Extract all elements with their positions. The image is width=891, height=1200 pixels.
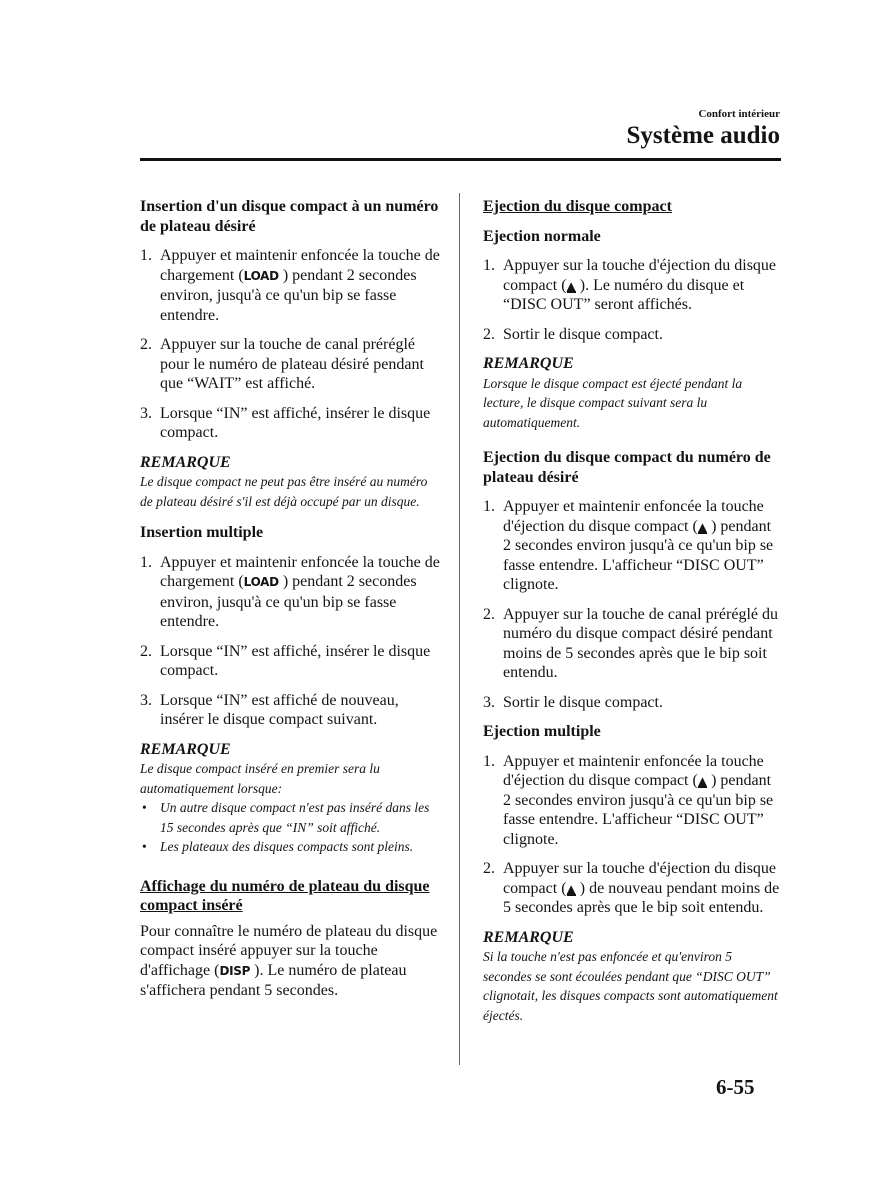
item-text: Lorsque “IN” est affiché, insérer le disque compact.: [160, 642, 431, 679]
eject-icon: ▲: [566, 881, 576, 896]
list-item: [140, 335, 442, 394]
item-text: Lorsque “IN” est affiché de nouveau, insérer le disque compact suivant.: [160, 691, 399, 728]
note-text: Le disque compact inséré en premier sera lu automatiquement lorsque:: [140, 761, 380, 796]
note-block: [140, 759, 442, 857]
heading-ejection-multiple: Ejection multiple: [483, 723, 601, 740]
item-number: 1.: [483, 498, 495, 515]
item-number: 2.: [483, 860, 495, 877]
note-label: REMARQUE: [483, 928, 574, 946]
item-text: ) pendant 2 secondes environ, jusqu'à ce qu'un bip se fasse entendre.: [160, 573, 417, 630]
list-item: [483, 325, 783, 345]
eject-icon: ▲: [566, 278, 576, 293]
item-text: Appuyer et maintenir enfoncée la touche d'éjection du disque compact (: [503, 752, 764, 789]
item-number: 2.: [483, 325, 495, 343]
note-text: Le disque compact ne peut pas être inséré au numéro de plateau désiré s'il est déjà occupé par un disque.: [140, 474, 428, 509]
list-item: [140, 246, 442, 325]
item-text: ) pendant 2 secondes environ jusqu'à ce qu'un bip se fasse entendre. L'afficheur “DISC OUT” clignote.: [503, 517, 774, 593]
eject-icon: ▲: [697, 774, 708, 788]
right-column: [483, 197, 783, 1037]
list-item: [483, 752, 783, 850]
heading-display-tray: Affichage du numéro de plateau du disque compact inséré: [140, 877, 430, 914]
eject-icon: ▲: [697, 519, 708, 534]
left-column: [140, 197, 442, 1001]
item-text: Appuyer et maintenir enfoncée la touche de chargement (: [160, 247, 440, 284]
item-text: Appuyer sur la touche d'éjection du disque compact (: [503, 860, 777, 897]
steps-insertion-desired: [140, 246, 442, 443]
steps-ejection-normal: [483, 256, 783, 344]
item-text: Appuyer sur la touche de canal préréglé pour le numéro de plateau désiré pendant que “WAIT” est affiché.: [160, 336, 424, 392]
heading-ejection-desired: Ejection du disque compact du numéro de plateau désiré: [483, 449, 771, 486]
item-number: 1.: [140, 553, 152, 571]
bullet-text: Les plateaux des disques compacts sont pleins.: [160, 839, 414, 854]
note-label: REMARQUE: [483, 355, 574, 372]
item-number: 3.: [140, 691, 152, 709]
page-title: Système audio: [626, 122, 780, 149]
disp-key-icon: DISP: [219, 963, 251, 978]
heading-insertion-desired: Insertion d'un disque compact à un numéro de plateau désiré: [140, 198, 439, 235]
item-text: ) de nouveau pendant moins de 5 secondes après que le bip soit entendu.: [503, 879, 780, 916]
item-text: Appuyer et maintenir enfoncée la touche de chargement (: [160, 553, 440, 590]
heading-ejection: Ejection du disque compact: [483, 198, 672, 215]
item-number: 2.: [140, 642, 152, 660]
bullet-item: [140, 837, 442, 857]
item-number: 1.: [483, 752, 495, 770]
steps-ejection-desired: [483, 497, 783, 712]
note-text: Lorsque le disque compact est éjecté pendant la lecture, le disque compact suivant sera lu automatiquement.: [483, 375, 743, 430]
note-text: Si la touche n'est pas enfoncée et qu'environ 5 secondes se sont écoulées pendant que “DISC OUT” clignotait, les disques compacts sont automatiquement éjectés.: [483, 949, 778, 1023]
item-number: 2.: [140, 336, 152, 353]
load-key-icon: LOAD: [243, 268, 279, 283]
paragraph-display-tray: [140, 922, 442, 1001]
column-divider: [459, 193, 460, 1065]
list-item: [483, 256, 783, 315]
item-text: Appuyer sur la touche d'éjection du disque compact (: [503, 257, 777, 294]
heading-ejection-normal: Ejection normale: [483, 227, 601, 245]
item-text: ). Le numéro du disque et “DISC OUT” seront affichés.: [503, 276, 745, 313]
steps-ejection-multiple: [483, 752, 783, 918]
list-item: [483, 497, 783, 595]
bullet-icon: •: [142, 800, 147, 815]
heading-insertion-multiple: Insertion multiple: [140, 524, 264, 541]
item-number: 1.: [483, 257, 495, 274]
list-item: [140, 404, 442, 443]
page-number: 6-55: [716, 1075, 755, 1099]
item-number: 1.: [140, 247, 152, 264]
list-item: [483, 605, 783, 683]
item-number: 2.: [483, 605, 495, 623]
steps-insertion-multiple: [140, 553, 442, 730]
list-item: [140, 553, 442, 632]
note-label: REMARQUE: [140, 740, 231, 758]
list-item: [140, 642, 442, 681]
item-text: Lorsque “IN” est affiché, insérer le disque compact.: [160, 404, 431, 441]
list-item: [140, 691, 442, 730]
item-text: Sortir le disque compact.: [503, 325, 663, 343]
paragraph-text: ). Le numéro de plateau s'affichera pendant 5 secondes.: [140, 961, 407, 999]
header-rule: [140, 158, 781, 161]
item-number: 3.: [140, 404, 152, 422]
paragraph-text: Pour connaître le numéro de plateau du disque compact inséré appuyer sur la touche d'affichage (: [140, 922, 438, 979]
section-label: Confort intérieur: [698, 108, 780, 120]
load-key-icon: LOAD: [243, 575, 279, 589]
list-item: [483, 693, 783, 713]
item-text: ) pendant 2 secondes environ, jusqu'à ce qu'un bip se fasse entendre.: [160, 266, 417, 324]
bullet-text: Un autre disque compact n'est pas inséré dans les 15 secondes après que “IN” soit affiché.: [160, 800, 430, 835]
item-text: Sortir le disque compact.: [503, 693, 663, 711]
item-number: 3.: [483, 693, 495, 711]
item-text: Appuyer sur la touche de canal préréglé du numéro du disque compact désiré pendant moins de 5 secondes après que le bip soit entendu.: [503, 605, 778, 681]
bullet-item: [140, 798, 442, 837]
note-label: REMARQUE: [140, 453, 231, 471]
list-item: [483, 859, 783, 918]
item-text: ) pendant 2 secondes environ jusqu'à ce qu'un bip se fasse entendre. L'afficheur “DISC OUT” clignote.: [503, 772, 774, 848]
bullet-icon: •: [142, 839, 147, 854]
item-text: Appuyer et maintenir enfoncée la touche d'éjection du disque compact (: [503, 498, 764, 535]
